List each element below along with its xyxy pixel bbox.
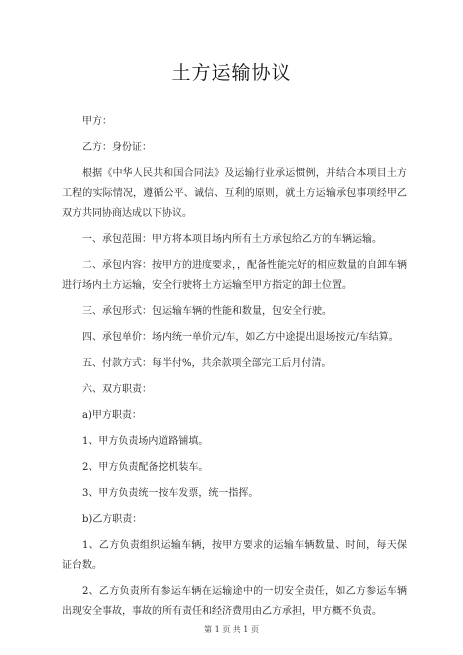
document-body [62, 112, 407, 622]
clause-unit-price: 四、承包单价：场内统一单价元/车，如乙方中途提出退场按元/车结算。 [82, 332, 399, 343]
party-a-line: 甲方： [82, 116, 112, 127]
clause-scope: 一、承包范围：甲方将本项目场内所有土方承包给乙方的车辆运输。 [82, 234, 382, 245]
party-b-line: 乙方：身份证： [82, 142, 152, 153]
party-a-duty-2: 2、甲方负责配备挖机装车。 [82, 462, 209, 473]
clause-duties-heading: 六、双方职责： [82, 384, 152, 395]
clause-payment: 五、付款方式：每半付%，共余款项全部完工后月付清。 [82, 358, 332, 369]
party-a-duties-heading: a)甲方职责： [82, 410, 142, 421]
party-b-duty-2: 2、乙方负责所有参运车辆在运输途中的一切安全责任，如乙方参运车辆出现安全事故，事故的所有责任和经济费用由乙方承担，甲方概不负责。 [62, 586, 407, 617]
clause-content: 二、承包内容：按甲方的进度要求，，配备性能完好的相应数量的自卸车辆进行场内土方运输，安全行驶将土方运输至甲方指定的卸土位置。 [62, 260, 407, 291]
clause-form: 三、承包形式：包运输车辆的性能和数量，包安全行驶。 [82, 306, 332, 317]
preamble-paragraph: 根据《中华人民共和国合同法》及运输行业承运惯例，并结合本项目土方工程的实际情况，遵循公平、诚信、互利的原则，就土方运输承包事项经甲乙双方共同协商达成以下协议。 [62, 168, 407, 219]
document-title: 土方运输协议 [171, 62, 292, 84]
party-b-duties-heading: b)乙方职责： [82, 514, 143, 525]
page-footer: 第 1 页 共 1 页 [204, 625, 259, 634]
party-a-duty-1: 1、甲方负责场内道路铺填。 [82, 436, 209, 447]
party-a-duty-3: 3、甲方负责统一按车发票，统一指挥。 [82, 488, 259, 499]
party-b-duty-1: 1、乙方负责组织运输车辆，按甲方要求的运输车辆数量、时间，每天保证台数。 [62, 540, 407, 571]
